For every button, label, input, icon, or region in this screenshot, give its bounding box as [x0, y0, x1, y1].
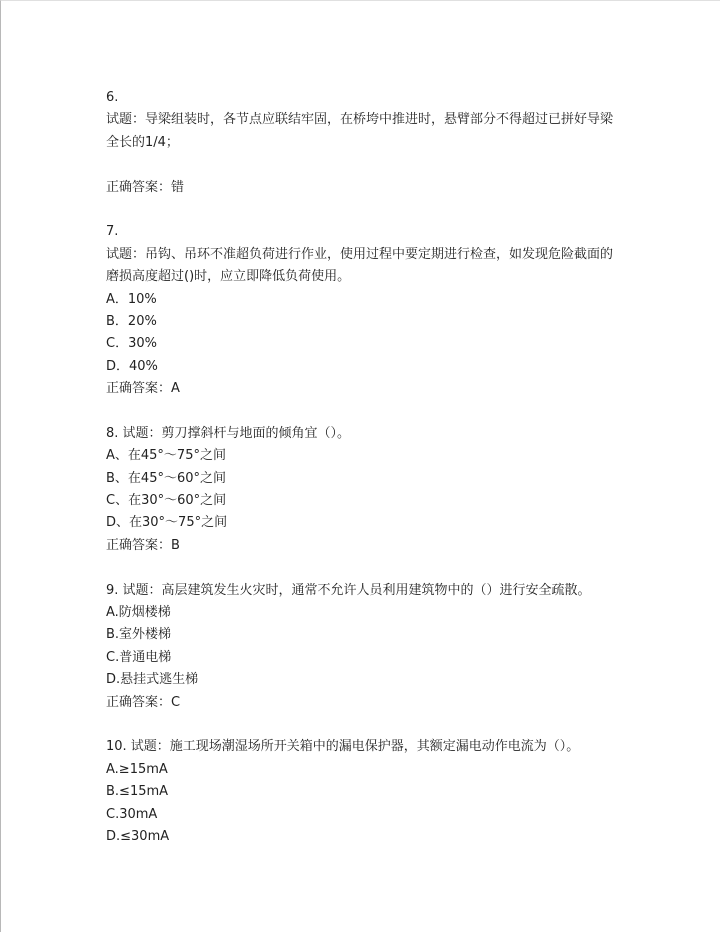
- correct-answer: 正确答案：B: [106, 537, 180, 553]
- option-a: A．10%: [106, 291, 157, 307]
- correct-answer: 正确答案：A: [106, 381, 180, 397]
- option-a: A、在45°～75°之间: [106, 448, 226, 464]
- question-6: [106, 87, 616, 199]
- option-d: D、在30°～75°之间: [106, 515, 228, 531]
- option-c: C.30mA: [106, 806, 158, 822]
- question-number: 7.: [106, 224, 119, 240]
- question-number: 6.: [106, 90, 119, 105]
- option-b: B.≤15mA: [106, 784, 169, 800]
- question-7: [106, 221, 616, 400]
- question-list: [106, 87, 616, 848]
- question-stem: 试题：导梁组装时，各节点应联结牢固，在桥垮中推进时，悬臂部分不得超过已拼好导梁全长的1/4；: [106, 112, 614, 150]
- option-b: B．20%: [106, 313, 157, 329]
- option-b: B、在45°～60°之间: [106, 470, 227, 486]
- question-stem: 9. 试题：高层建筑发生火灾时，通常不允许人员利用建筑物中的（）进行安全疏散。: [106, 582, 591, 598]
- option-d: D.≤30mA: [106, 828, 170, 844]
- correct-answer: 正确答案：错: [106, 179, 185, 195]
- option-d: D．40%: [106, 358, 158, 374]
- option-c: C.普通电梯: [106, 649, 172, 665]
- option-a: A.防烟楼梯: [106, 605, 171, 621]
- question-8: [106, 423, 616, 557]
- correct-answer: 正确答案：C: [106, 694, 181, 710]
- question-10: [106, 736, 616, 848]
- option-c: C、在30°～60°之间: [106, 493, 227, 509]
- option-d: D.悬挂式逃生梯: [106, 672, 199, 688]
- question-9: [106, 580, 616, 714]
- question-stem: 试题：吊钩、吊环不准超负荷进行作业，使用过程中要定期进行检查，如发现危险截面的磨损高度超过()时，应立即降低负荷使用。: [106, 246, 614, 285]
- question-stem: 10. 试题：施工现场潮湿场所开关箱中的漏电保护器，其额定漏电动作电流为（）。: [106, 739, 580, 755]
- option-c: C．30%: [106, 336, 157, 352]
- option-a: A.≥15mA: [106, 761, 168, 777]
- option-b: B.室外楼梯: [106, 627, 172, 643]
- question-stem: 8. 试题：剪刀撑斜杆与地面的倾角宜（）。: [106, 425, 351, 441]
